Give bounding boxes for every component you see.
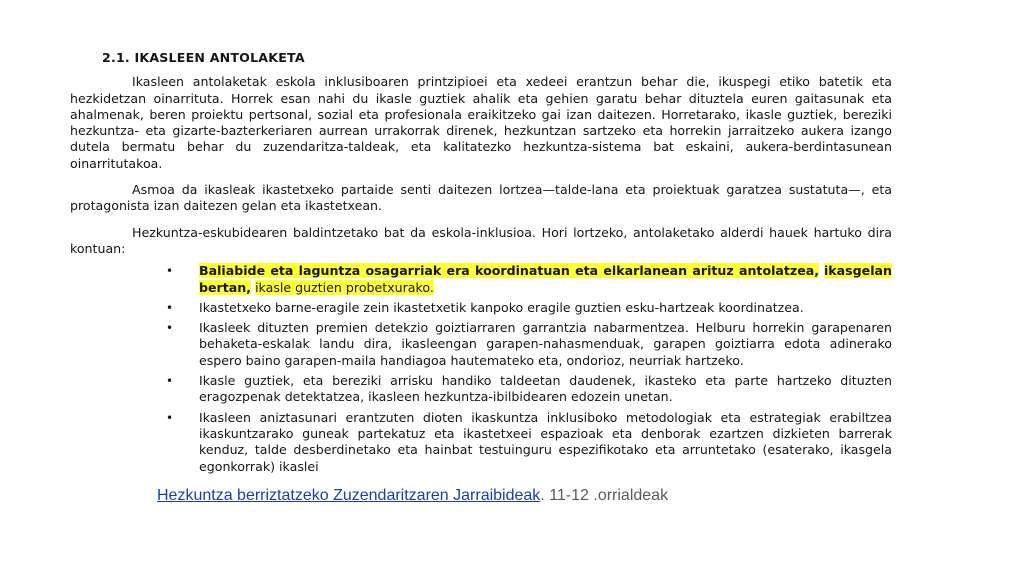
list-item: [166, 320, 892, 369]
bullet-icon: •: [166, 264, 174, 279]
bullet-icon: •: [166, 321, 174, 336]
bullet-list: [70, 263, 892, 475]
list-item: [166, 410, 892, 475]
list-item: [166, 373, 892, 406]
list-item-text: Ikasle guztiek, eta bereziki arrisku handiko taldeetan daudenek, ikasteko eta parte hartzeko dituzten eragozpenak detektatzea, ikasleen hezkuntza-ibilbidearen edozein unetan.: [199, 373, 892, 405]
list-item: [166, 300, 892, 316]
list-item-text: Ikasleek dituzten premien detekzio goiztiarraren garrantzia nabarmentzea. Helburu horrekin garapenaren behaketa-eskalak landu dira, ikasleengan garapen-nahasmenduak, garapen goiztiarra edota adinerako espero baino garapen-maila handiagoa hautemateko eta, ondorioz, neurriak hartzeko.: [199, 320, 892, 368]
section-heading: 2.1. IKASLEEN ANTOLAKETA: [102, 50, 305, 65]
paragraph-3: Hezkuntza-eskubidearen baldintzetako bat da eskola-inklusioa. Hori lortzeko, antolaketako alderdi hauek hartuko dira kontuan:: [70, 224, 892, 256]
paragraph-1: Ikasleen antolaketak eskola inklusiboaren printzipioei eta xedeei erantzun behar die, ikuspegi etiko batetik eta hezkidetzan oinarrituta. Horrek esan nahi du ikasle guztiek ahalik eta gehien garatu behar dituztela euren gaitasunak eta ahalmenak, beren proiektu pertsonal, sozial eta profesionala eraikitzeko gai izan daitezen. Horretarako, ikasle guztiek, bereziki hezkuntza- eta gizarte-bazterkeriaren aurrean urrakorrak direnek, hezkuntzan sartzeko eta horrekin jarraitzeko aukera izango dutela bermatu behar du zuzendaritza-taldeak, eta kalitatezko hezkuntza-sistema bat eskaini, aukera-berdintasunean oinarritutakoa.: [70, 74, 892, 171]
source-caption: [157, 487, 668, 505]
bold-highlighted-text: ikasgelan bertan,: [199, 263, 892, 295]
page-reference: . 11-12 .orrialdeak: [540, 487, 669, 504]
document-excerpt: [70, 50, 892, 479]
bullet-icon: •: [166, 374, 174, 389]
list-item-text: Ikastetxeko barne-eragile zein ikastetxetik kanpoko eragile guztien esku-hartzeak koordinatzea.: [199, 299, 804, 315]
paragraph-2: Asmoa da ikasleak ikastetxeko partaide senti daitezen lortzea—talde-lana eta proiektuak garatzea sustatuta—, eta protagonista izan daitezen gelan eta ikastetxean.: [70, 182, 892, 214]
source-link[interactable]: Hezkuntza berriztatzeko Zuzendaritzaren Jarraibideak: [157, 487, 541, 504]
highlighted-rest-text: ikasle guztien probetxurako.: [255, 279, 434, 295]
list-item: [166, 263, 892, 296]
list-item-text: Ikasleen aniztasunari erantzuten dioten ikaskuntza inklusiboko metodologiak eta estrategiak erabiltzea ikaskuntzarako guneak partekatuz eta ikastetxeei espazioak eta denborak ezartzen dizkieten barrerak kenduz, talde desberdinetako eta hainbat testuinguru espezifikotako eta arruntetako (esaterako, ikasgela egonkorrak) ikaslei: [199, 409, 892, 474]
highlighted-text: Baliabide eta laguntza osagarriak era koordinatuan eta elkarlanean arituz antolatzea,: [199, 263, 820, 279]
bullet-icon: •: [166, 410, 174, 425]
bullet-icon: •: [166, 300, 174, 315]
